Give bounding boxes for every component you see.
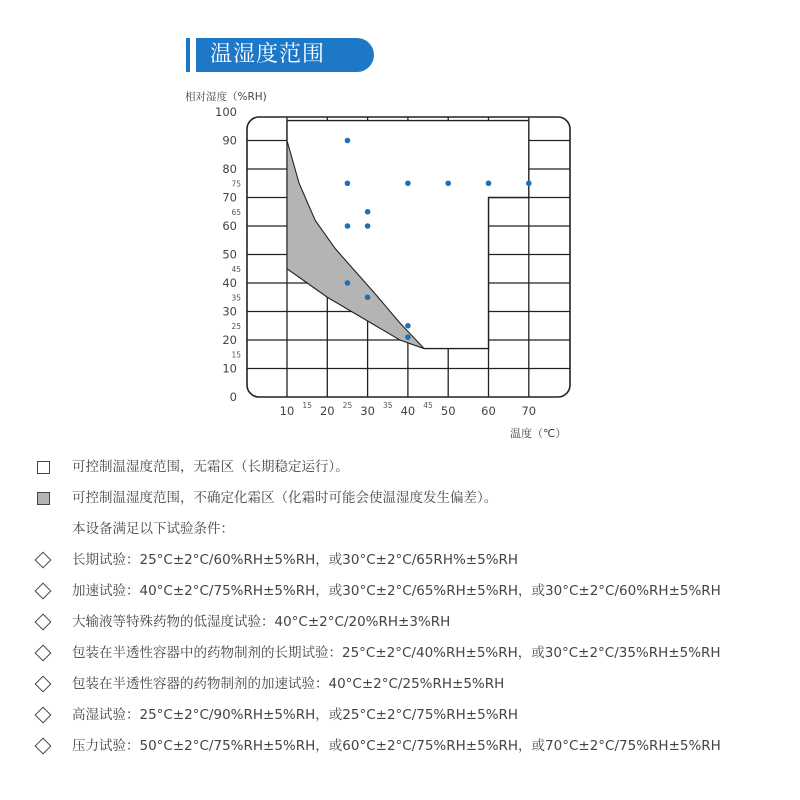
legend-row-uncertain (34, 483, 794, 514)
condition-row (34, 638, 794, 669)
legend-row-controllable (34, 452, 794, 483)
data-point (445, 180, 451, 186)
x-tick-minor-label: 15 (302, 401, 312, 410)
x-tick-label: 40 (400, 404, 416, 418)
condition-text: 大输液等特殊药物的低湿度试验：40°C±2°C/20%RH±3%RH (72, 614, 451, 630)
condition-text: 包装在半透性容器中的药物制剂的长期试验：25°C±2°C/40%RH±5%RH，或30°C±2°C/35%RH±5%RH (72, 645, 721, 661)
data-point (345, 280, 351, 286)
data-point (345, 180, 351, 186)
y-tick-label: 90 (222, 133, 237, 148)
y-tick-label: 100 (215, 105, 237, 119)
x-tick-label: 60 (481, 404, 496, 418)
x-tick-label: 20 (319, 404, 335, 418)
y-tick-minor-label: 15 (231, 350, 241, 360)
x-axis-label: 温度（℃） (510, 427, 567, 440)
x-tick-label: 30 (360, 404, 375, 418)
condition-text: 加速试验：40°C±2°C/75%RH±5%RH，或30°C±2°C/65%RH±5%RH，或30°C±2°C/60%RH±5%RH (72, 583, 721, 599)
y-tick-label: 50 (222, 247, 237, 262)
y-tick-label: 10 (222, 361, 237, 376)
section-title: 温湿度范围 (210, 42, 326, 67)
condition-text: 高湿试验：25°C±2°C/90%RH±5%RH，或25°C±2°C/75%RH±5%RH (72, 707, 519, 723)
condition-row (34, 731, 794, 762)
y-tick-label: 60 (222, 219, 237, 233)
diamond-bullet-icon (35, 614, 52, 631)
y-tick-label: 80 (222, 162, 237, 176)
data-point (486, 180, 492, 186)
y-tick-label: 40 (222, 276, 237, 290)
y-tick-label: 70 (222, 190, 237, 205)
data-point (405, 323, 411, 329)
legend-and-conditions (34, 452, 794, 762)
condition-row (34, 669, 794, 700)
legend-text-uncertain: 可控制温湿度范围，不确定化霜区（化霜时可能会使温湿度发生偏差）。 (72, 490, 498, 506)
x-tick-label: 50 (440, 404, 456, 418)
x-tick-label: 10 (279, 404, 295, 418)
data-point (365, 223, 371, 229)
white-square-icon (37, 461, 50, 474)
condition-row (34, 576, 794, 607)
data-point (345, 223, 351, 229)
data-point (365, 294, 371, 300)
y-tick-label: 20 (222, 333, 237, 347)
y-tick-minor-label: 45 (231, 264, 241, 274)
data-point (405, 334, 411, 340)
y-tick-minor-label: 35 (231, 293, 241, 303)
legend-text-controllable: 可控制温湿度范围，无霜区（长期稳定运行）。 (72, 459, 349, 475)
diamond-bullet-icon (35, 707, 52, 724)
condition-row (34, 607, 794, 638)
conditions-intro-row (34, 514, 794, 545)
data-point (365, 209, 371, 215)
x-tick-minor-label: 35 (382, 401, 393, 410)
y-axis-label: 相对湿度（%RH) (185, 91, 267, 103)
conditions-intro: 本设备满足以下试验条件： (72, 521, 234, 537)
diamond-bullet-icon (35, 738, 52, 755)
diamond-bullet-icon (35, 676, 52, 693)
diamond-bullet-icon (35, 552, 52, 569)
condition-row (34, 700, 794, 731)
condition-row (34, 545, 794, 576)
data-point (526, 180, 532, 186)
y-tick-minor-label: 65 (231, 207, 241, 217)
gray-square-icon (37, 492, 50, 505)
x-tick-minor-label: 25 (342, 401, 353, 410)
y-tick-minor-label: 75 (231, 179, 241, 189)
data-point (405, 180, 411, 186)
diamond-bullet-icon (35, 645, 52, 662)
condition-text: 长期试验：25°C±2°C/60%RH±5%RH，或30°C±2°C/65RH%±5%RH (72, 552, 519, 568)
x-tick-minor-label: 45 (423, 401, 433, 410)
y-tick-label: 30 (222, 304, 237, 319)
y-tick-label: 0 (229, 390, 237, 404)
data-point (345, 138, 351, 144)
x-tick-label: 70 (521, 404, 537, 418)
condition-text: 包装在半透性容器的药物制剂的加速试验：40°C±2°C/25%RH±5%RH (72, 676, 505, 692)
diamond-bullet-icon (35, 583, 52, 600)
condition-text: 压力试验：50°C±2°C/75%RH±5%RH，或60°C±2°C/75%RH±5%RH，或70°C±2°C/75%RH±5%RH (72, 738, 721, 754)
y-tick-minor-label: 25 (231, 321, 241, 331)
